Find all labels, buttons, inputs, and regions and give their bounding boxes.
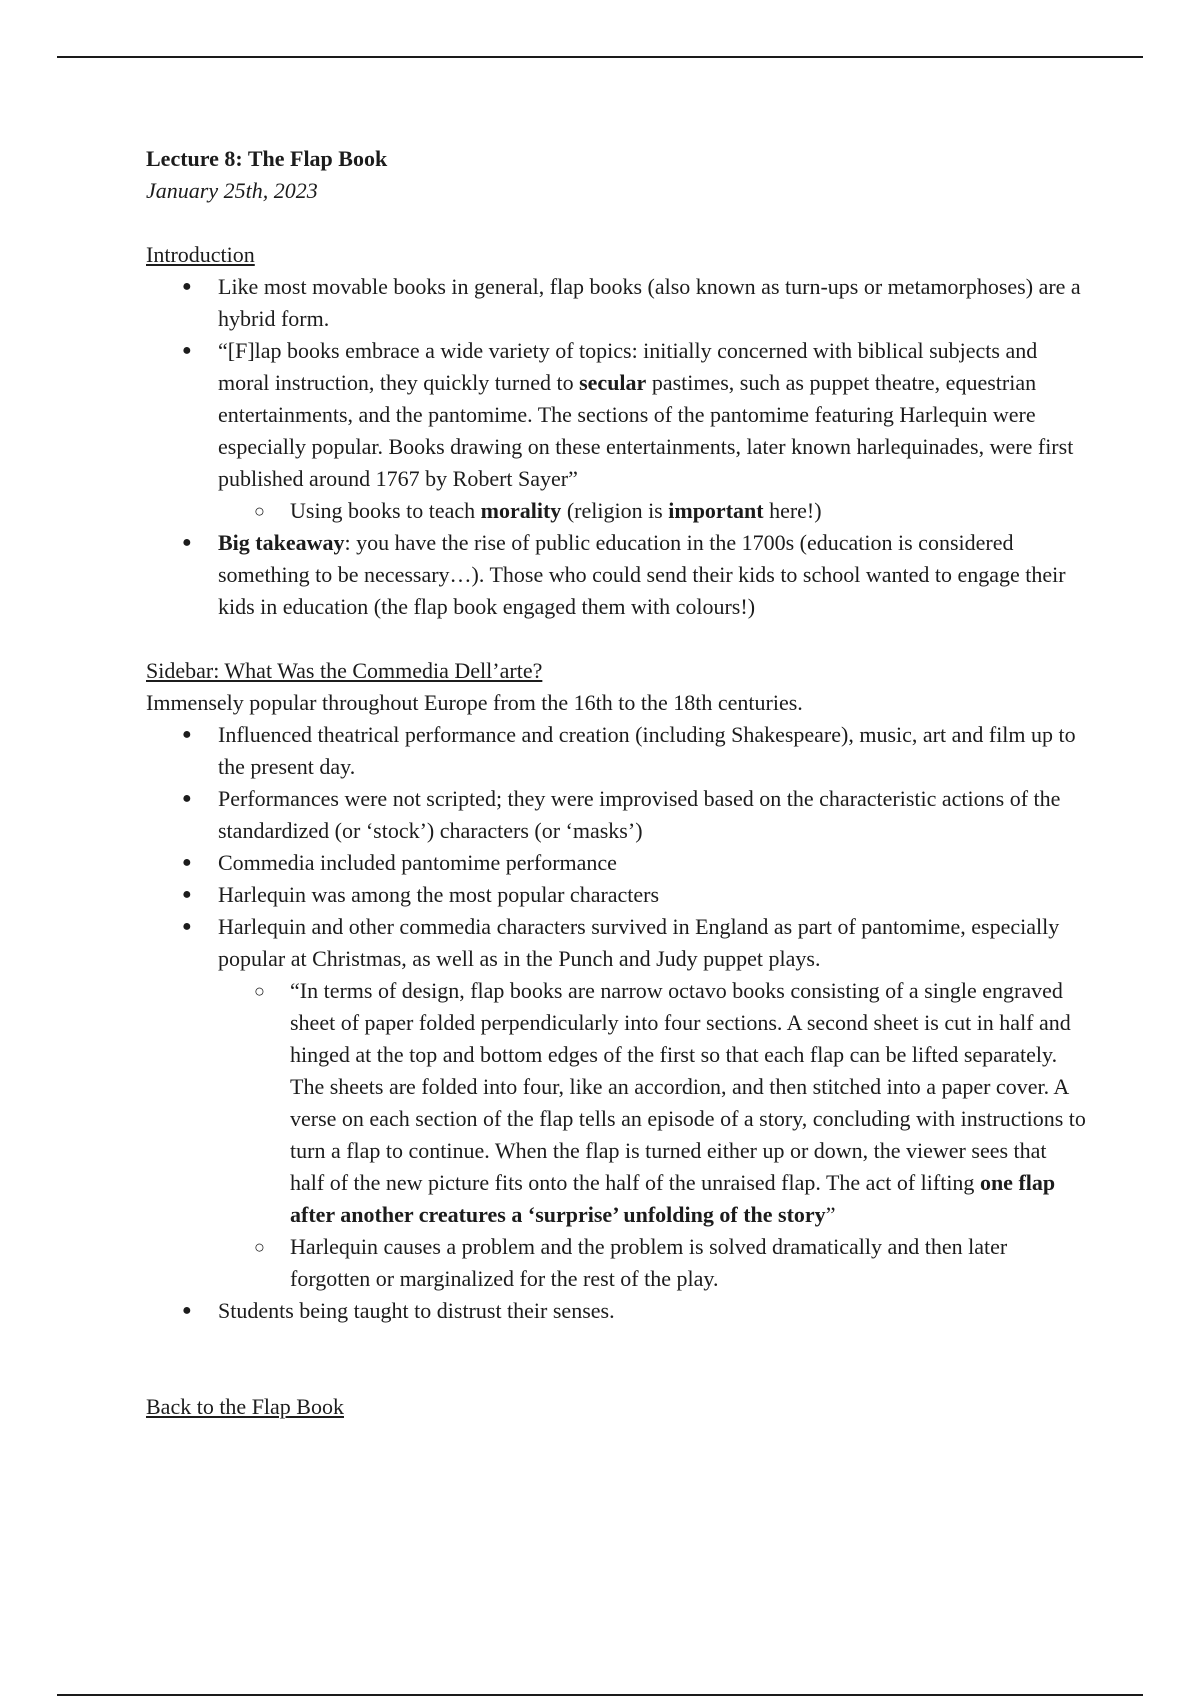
- introduction-list: [146, 271, 1086, 623]
- bullet-icon: ●: [182, 342, 192, 359]
- sub-bullet-text: Harlequin causes a problem and the problem is solved dramatically and then later forgotten or marginalized for the rest of the play.: [290, 1234, 1008, 1291]
- list-item: [146, 1295, 1086, 1327]
- quote-text: “In terms of design, flap books are narrow octavo books consisting of a single engraved sheet of paper folded perpendicularly into four sections. A second sheet is cut in half and hinged at the top and bottom edges of the first so that each flap can be lifted separately. The sheets are folded into four, like an accordion, and then stitched into a paper cover. A verse on each section of the flap tells an episode of a story, concluding with instructions to turn a flap to continue. When the flap is turned either up or down, the viewer sees that half of the new picture fits onto the half of the unraised flap. The act of lifting: [290, 978, 1086, 1195]
- spacer: [146, 1359, 1086, 1391]
- bullet-icon: ●: [182, 854, 192, 871]
- back-heading: Back to the Flap Book: [146, 1394, 344, 1419]
- bullet-text: Harlequin and other commedia characters survived in England as part of pantomime, especially popular at Christmas, as well as in the Punch and Judy puppet plays.: [218, 914, 1060, 971]
- list-item: [146, 879, 1086, 911]
- bullet-text: Harlequin was among the most popular characters: [218, 882, 660, 907]
- sub-list: [218, 495, 1086, 527]
- bullet-text: Like most movable books in general, flap books (also known as turn-ups or metamorphoses) are a hybrid form.: [218, 274, 1081, 331]
- bold-text: morality: [480, 498, 562, 523]
- document-body: [146, 143, 1086, 1423]
- sub-bullet-text: (religion is: [561, 498, 669, 523]
- sidebar-heading: Sidebar: What Was the Commedia Dell’arte?: [146, 658, 543, 683]
- hollow-bullet-icon: ○: [254, 981, 265, 1001]
- lecture-date: January 25th, 2023: [146, 178, 318, 203]
- introduction-heading: Introduction: [146, 242, 255, 267]
- bullet-icon: ●: [182, 534, 192, 551]
- bullet-icon: ●: [182, 1302, 192, 1319]
- hollow-bullet-icon: ○: [254, 1237, 265, 1257]
- spacer: [146, 1327, 1086, 1359]
- bullet-icon: ●: [182, 886, 192, 903]
- list-item: [146, 271, 1086, 335]
- list-item: [146, 335, 1086, 527]
- sub-list: [218, 975, 1086, 1295]
- bullet-icon: ●: [182, 278, 192, 295]
- sub-bullet-text: Using books to teach: [290, 498, 481, 523]
- bold-text: one flap after another creatures a ‘surprise’ unfolding of the story: [290, 1170, 1056, 1227]
- bullet-icon: ●: [182, 790, 192, 807]
- bullet-icon: ●: [182, 918, 192, 935]
- list-item: [146, 527, 1086, 623]
- bottom-rule: [57, 1694, 1143, 1696]
- bullet-text: Students being taught to distrust their senses.: [218, 1298, 615, 1323]
- list-item: [146, 847, 1086, 879]
- sub-list-item: [218, 495, 1086, 527]
- bold-text: important: [668, 498, 764, 523]
- quote-text: ”: [825, 1202, 836, 1227]
- bullet-icon: ●: [182, 726, 192, 743]
- spacer: [146, 207, 1086, 239]
- bullet-text: Performances were not scripted; they were improvised based on the characteristic actions of the standardized (or ‘stock’) characters (or ‘masks’): [218, 786, 1061, 843]
- hollow-bullet-icon: ○: [254, 501, 265, 521]
- bold-text: secular: [579, 370, 647, 395]
- list-item: [146, 911, 1086, 1295]
- list-item: [146, 783, 1086, 847]
- bold-text: Big takeaway: [218, 530, 345, 555]
- sub-list-item: [218, 1231, 1086, 1295]
- bullet-text: : you have the rise of public education in the 1700s (education is considered something to be necessary…). Those who could send their kids to school wanted to engage their kids in education (the flap book engaged them with colours!): [218, 530, 1066, 619]
- bullet-text: Commedia included pantomime performance: [218, 850, 617, 875]
- sub-list-item: [218, 975, 1086, 1231]
- top-rule: [57, 56, 1143, 58]
- sub-bullet-text: here!): [763, 498, 822, 523]
- bullet-text: Influenced theatrical performance and creation (including Shakespeare), music, art and film up to the present day.: [218, 722, 1076, 779]
- bullet-text: pastimes, such as puppet theatre, equestrian entertainments, and the pantomime. The sections of the pantomime featuring Harlequin were especially popular. Books drawing on these entertainments, later known harlequinades, were first published around 1767 by Robert Sayer”: [218, 370, 1074, 491]
- list-item: [146, 719, 1086, 783]
- lecture-title: Lecture 8: The Flap Book: [146, 146, 388, 171]
- sidebar-intro: Immensely popular throughout Europe from the 16th to the 18th centuries.: [146, 690, 803, 715]
- bullet-text: “[F]lap books embrace a wide variety of topics: initially concerned with biblical subjects and moral instruction, they quickly turned to: [218, 338, 1038, 395]
- sidebar-list: [146, 719, 1086, 1327]
- spacer: [146, 623, 1086, 655]
